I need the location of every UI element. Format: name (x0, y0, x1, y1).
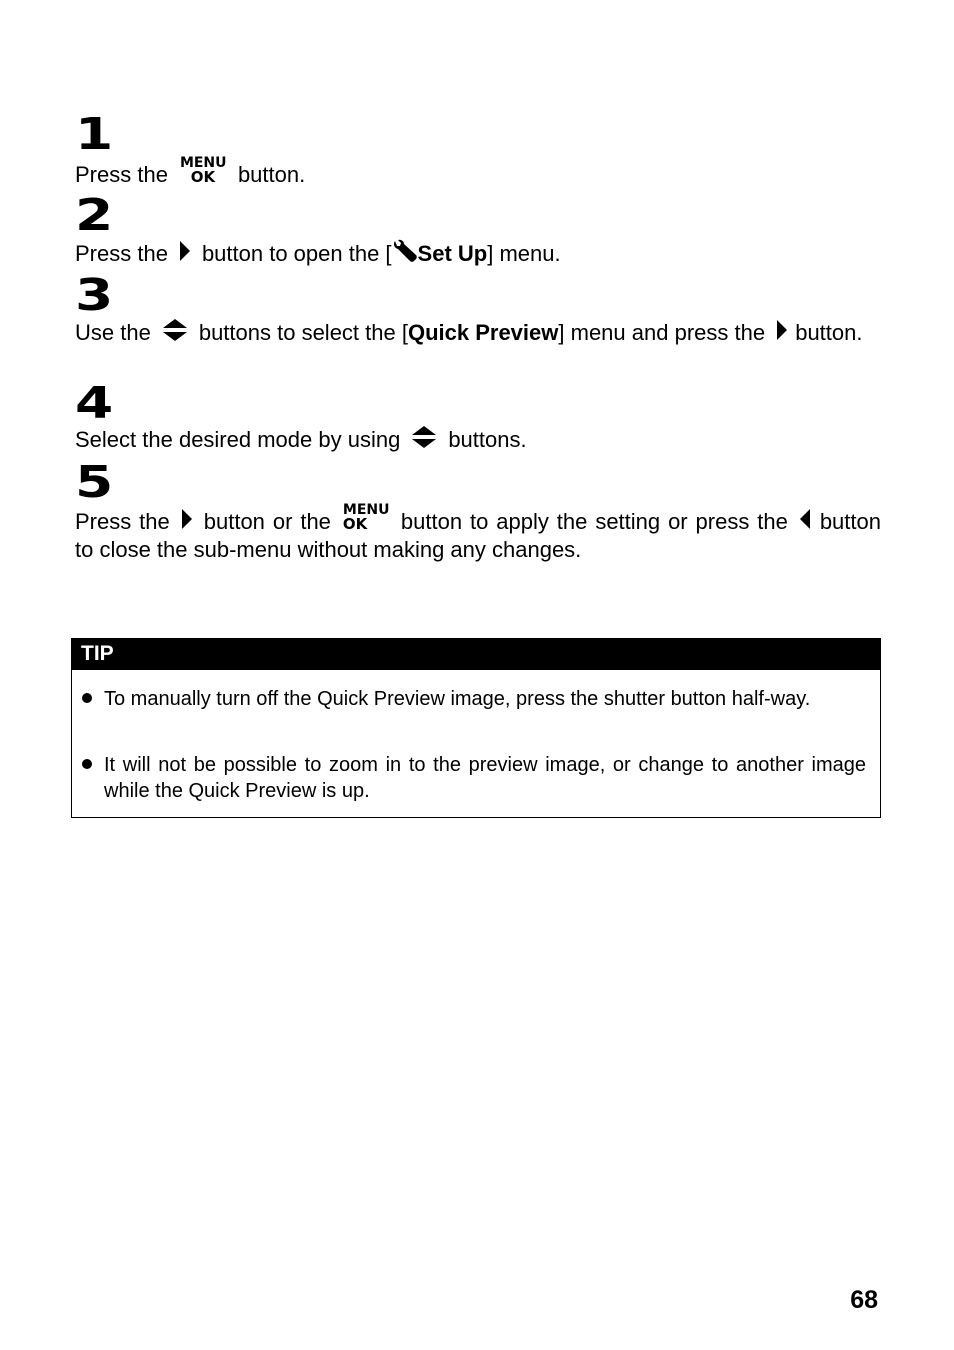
bullet-icon (82, 759, 92, 769)
step-number-2: 2 (75, 190, 114, 241)
tip-box (71, 638, 881, 818)
tip-item-text: It will not be possible to zoom in to the preview image, or change to another image while the Quick Preview is up. (104, 754, 866, 802)
bullet-icon (82, 693, 92, 703)
right-arrow-icon (178, 240, 192, 262)
step-number-1: 1 (75, 109, 114, 160)
left-arrow-icon (798, 508, 812, 530)
step-4-text: Select the desired mode by using buttons. (75, 427, 527, 452)
step-number-5: 5 (75, 457, 114, 508)
menu-ok-icon: MENU OK (342, 502, 390, 533)
step-1-text: Press the MENU OK button. (75, 155, 306, 187)
step-2-text: Press the button to open the [ Set Up] menu. (75, 241, 561, 266)
step-5-text: Press the button or the MENU OK button to apply the setting or press the button to close the sub-menu without making any changes. (75, 502, 881, 562)
wrench-icon (392, 239, 418, 263)
step-number-3: 3 (75, 270, 114, 321)
right-arrow-icon (180, 508, 194, 530)
step-3-text: Use the buttons to select the [Quick Preview] menu and press the button. (75, 320, 863, 345)
page-number: 68 (850, 1286, 878, 1314)
tip-heading: TIP (71, 638, 881, 670)
up-down-arrow-icon (410, 425, 438, 449)
right-arrow-icon (775, 319, 789, 341)
step-number-4: 4 (75, 378, 114, 429)
menu-ok-icon: MENU OK (179, 155, 227, 186)
tip-item-text: To manually turn off the Quick Preview image, press the shutter button half-way. (104, 688, 811, 710)
up-down-arrow-icon (161, 318, 189, 342)
